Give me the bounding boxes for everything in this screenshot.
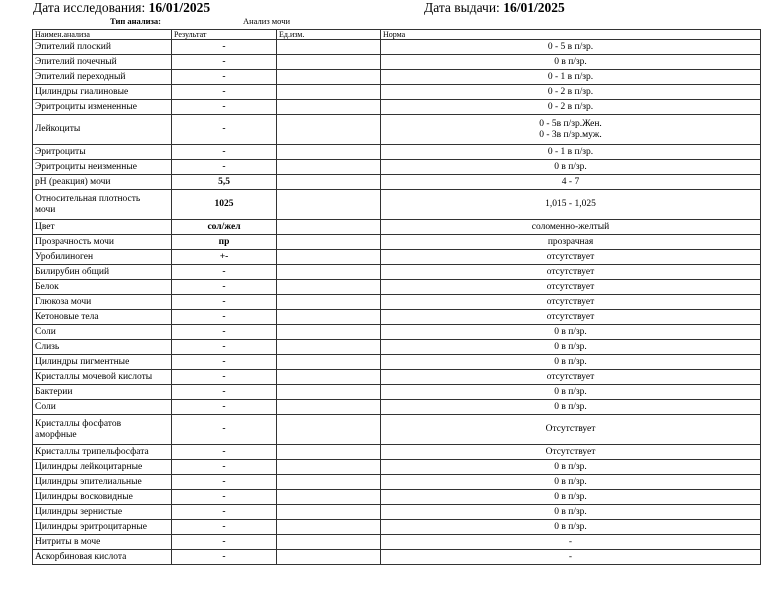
cell-result-text: - (222, 296, 226, 307)
cell-norm (381, 490, 761, 505)
cell-unit (277, 340, 381, 355)
issue-date (424, 0, 565, 15)
issue-date-value: 16/01/2025 (503, 0, 565, 15)
cell-result (172, 55, 277, 70)
study-date (33, 0, 210, 15)
cell-result-text: - (222, 371, 226, 382)
cell-name-text: Эпителий переходный (35, 71, 126, 82)
cell-norm (381, 385, 761, 400)
cell-result (172, 340, 277, 355)
cell-result (172, 490, 277, 505)
table-row (33, 445, 761, 460)
cell-name (33, 340, 172, 355)
table-row (33, 460, 761, 475)
cell-norm-text: 0 - 1 в п/зр. (547, 71, 594, 82)
cell-norm-text: 0 - 3в п/зр.муж. (539, 129, 602, 140)
cell-name-text: pH (реакция) мочи (35, 176, 111, 187)
cell-result (172, 415, 277, 445)
table-row (33, 100, 761, 115)
cell-result (172, 460, 277, 475)
cell-name-text: Эритроциты измененные (35, 101, 137, 112)
cell-name (33, 505, 172, 520)
column-header-norm: Норма (381, 30, 761, 40)
cell-result-text: - (222, 424, 226, 434)
cell-result (172, 550, 277, 565)
cell-name-text: Эпителий плоский (35, 41, 111, 52)
cell-result-text: - (222, 446, 226, 457)
cell-unit (277, 370, 381, 385)
cell-norm-text: отсутствует (546, 371, 595, 382)
cell-name-text: Цилиндры эпителиальные (35, 476, 142, 487)
cell-norm (381, 55, 761, 70)
cell-name-text: Кетоновые тела (35, 311, 99, 322)
cell-result-text: - (222, 56, 226, 67)
cell-result-text: - (222, 476, 226, 487)
cell-result (172, 520, 277, 535)
cell-name-text: Глюкоза мочи (35, 296, 92, 307)
cell-result-text: - (222, 506, 226, 517)
cell-name (33, 355, 172, 370)
cell-name-text: Аскорбиновая кислота (35, 551, 127, 562)
cell-unit (277, 325, 381, 340)
cell-name-text: Кристаллы трипельфосфата (35, 446, 149, 457)
cell-norm-text: 0 в п/зр. (554, 386, 587, 397)
cell-unit (277, 100, 381, 115)
cell-result (172, 235, 277, 250)
cell-name (33, 115, 172, 145)
cell-norm-text: 1,015 - 1,025 (545, 199, 596, 209)
cell-result (172, 250, 277, 265)
cell-result (172, 325, 277, 340)
cell-norm-text: Отсутствует (545, 424, 596, 434)
cell-result-text: - (222, 536, 226, 547)
table-row (33, 40, 761, 55)
cell-name (33, 280, 172, 295)
cell-norm (381, 400, 761, 415)
cell-unit (277, 160, 381, 175)
cell-result-text: - (222, 71, 226, 82)
cell-norm (381, 550, 761, 565)
cell-norm-text: 0 в п/зр. (554, 401, 587, 412)
table-row (33, 280, 761, 295)
cell-name-text: Цилиндры восковидные (35, 491, 133, 502)
cell-norm (381, 460, 761, 475)
table-row (33, 190, 761, 220)
cell-norm-text: 4 - 7 (561, 176, 580, 187)
cell-unit (277, 295, 381, 310)
cell-unit (277, 535, 381, 550)
cell-name-text: Цилиндры зернистые (35, 506, 123, 517)
cell-unit (277, 190, 381, 220)
table-row (33, 370, 761, 385)
results-table (32, 29, 761, 565)
cell-unit (277, 250, 381, 265)
table-row (33, 475, 761, 490)
cell-name-text: Эритроциты неизменные (35, 161, 137, 172)
cell-norm (381, 475, 761, 490)
cell-name-text: мочи (35, 204, 56, 215)
cell-norm (381, 265, 761, 280)
cell-norm-text: 0 - 1 в п/зр. (547, 146, 594, 157)
cell-norm-text: Отсутствует (545, 446, 596, 457)
cell-result (172, 220, 277, 235)
cell-name (33, 85, 172, 100)
cell-norm-text: отсутствует (546, 296, 595, 307)
cell-name (33, 175, 172, 190)
cell-name (33, 190, 172, 220)
cell-name-text: Нитриты в моче (35, 536, 101, 547)
cell-result-text: 5,5 (218, 176, 230, 187)
cell-name (33, 550, 172, 565)
cell-norm (381, 70, 761, 85)
cell-result-text: - (222, 386, 226, 397)
cell-result-text: - (222, 521, 226, 532)
cell-name (33, 145, 172, 160)
cell-unit (277, 550, 381, 565)
cell-norm (381, 250, 761, 265)
cell-name-text: Белок (35, 281, 59, 292)
cell-result-text: пр (218, 236, 230, 247)
cell-result (172, 445, 277, 460)
cell-unit (277, 310, 381, 325)
cell-result-text: - (222, 356, 226, 367)
table-row (33, 235, 761, 250)
column-header-name: Наимен.анализа (33, 30, 172, 40)
cell-name-text: Уробилиноген (35, 251, 94, 262)
cell-result-text: - (222, 551, 226, 562)
table-header-row (33, 30, 761, 40)
cell-name-text: Кристаллы фосфатов (35, 418, 122, 429)
table-row (33, 520, 761, 535)
cell-unit (277, 175, 381, 190)
table-row (33, 310, 761, 325)
cell-result-text: - (222, 326, 226, 337)
cell-norm (381, 340, 761, 355)
cell-result (172, 160, 277, 175)
cell-name-text: Цилиндры эритроцитарные (35, 521, 147, 532)
cell-result (172, 535, 277, 550)
table-row (33, 340, 761, 355)
analysis-type-value: Анализ мочи (243, 16, 291, 26)
cell-name (33, 535, 172, 550)
cell-unit (277, 145, 381, 160)
table-row (33, 265, 761, 280)
table-row (33, 70, 761, 85)
table-row (33, 220, 761, 235)
cell-norm-text: 0 в п/зр. (554, 506, 587, 517)
cell-unit (277, 70, 381, 85)
cell-name-text: Лейкоциты (35, 124, 81, 134)
cell-name (33, 415, 172, 445)
cell-result-text: +- (219, 251, 229, 262)
cell-result-text: - (222, 461, 226, 472)
cell-result-text: - (222, 281, 226, 292)
cell-norm-text: 0 в п/зр. (554, 521, 587, 532)
issue-date-label: Дата выдачи: (424, 0, 500, 15)
cell-result (172, 115, 277, 145)
cell-result-text: - (222, 491, 226, 502)
cell-norm-text: 0 - 2 в п/зр. (547, 101, 594, 112)
table-row (33, 55, 761, 70)
cell-name (33, 40, 172, 55)
table-row (33, 505, 761, 520)
cell-norm-text: 0 в п/зр. (554, 356, 587, 367)
cell-unit (277, 265, 381, 280)
cell-norm-text: отсутствует (546, 281, 595, 292)
cell-name-text: Эпителий почечный (35, 56, 117, 67)
cell-result-text: - (222, 124, 226, 134)
table-row (33, 115, 761, 145)
cell-name (33, 235, 172, 250)
cell-name-text: Цилиндры пигментные (35, 356, 130, 367)
cell-name-text: аморфные (35, 429, 77, 440)
cell-norm-text: 0 в п/зр. (554, 326, 587, 337)
table-row (33, 400, 761, 415)
cell-result-text: - (222, 41, 226, 52)
cell-norm (381, 220, 761, 235)
cell-name (33, 370, 172, 385)
cell-unit (277, 355, 381, 370)
cell-result (172, 70, 277, 85)
cell-norm-text: 0 в п/зр. (554, 56, 587, 67)
study-date-value: 16/01/2025 (148, 0, 211, 15)
cell-norm-text: - (568, 536, 573, 547)
cell-norm (381, 355, 761, 370)
cell-norm-text: 0 - 2 в п/зр. (547, 86, 594, 97)
cell-result-text: 1025 (214, 199, 234, 209)
column-header-result: Результат (172, 30, 277, 40)
cell-name-text: Цвет (35, 221, 55, 232)
table-row (33, 550, 761, 565)
cell-result (172, 100, 277, 115)
cell-name (33, 385, 172, 400)
cell-norm-text: 0 в п/зр. (554, 476, 587, 487)
cell-unit (277, 505, 381, 520)
cell-norm-text: 0 в п/зр. (554, 161, 587, 172)
cell-unit (277, 460, 381, 475)
cell-unit (277, 220, 381, 235)
cell-norm (381, 445, 761, 460)
table-row (33, 160, 761, 175)
cell-norm-text: - (568, 551, 573, 562)
table-row (33, 175, 761, 190)
cell-result (172, 370, 277, 385)
cell-norm-text: 0 в п/зр. (554, 341, 587, 352)
cell-unit (277, 235, 381, 250)
table-row (33, 325, 761, 340)
cell-result-text: - (222, 311, 226, 322)
cell-name (33, 310, 172, 325)
cell-name-text: Цилиндры гиалиновые (35, 86, 129, 97)
cell-unit (277, 445, 381, 460)
cell-unit (277, 520, 381, 535)
cell-norm (381, 415, 761, 445)
cell-unit (277, 85, 381, 100)
cell-result (172, 355, 277, 370)
cell-result (172, 265, 277, 280)
cell-unit (277, 40, 381, 55)
cell-norm-text: 0 - 5в п/зр.Жен. (539, 118, 602, 129)
cell-result (172, 400, 277, 415)
cell-name (33, 445, 172, 460)
cell-norm-text: 0 - 5 в п/зр. (547, 41, 594, 52)
cell-unit (277, 385, 381, 400)
cell-result-text: - (222, 161, 226, 172)
cell-result-text: - (222, 101, 226, 112)
cell-name-text: Относительная плотность (35, 193, 141, 204)
cell-name-text: Соли (35, 401, 56, 412)
cell-name (33, 160, 172, 175)
cell-name (33, 490, 172, 505)
cell-result (172, 385, 277, 400)
cell-name (33, 250, 172, 265)
cell-name-text: Кристаллы мочевой кислоты (35, 371, 153, 382)
table-row (33, 490, 761, 505)
cell-result (172, 85, 277, 100)
cell-norm-text: прозрачная (547, 236, 594, 247)
cell-result-text: - (222, 86, 226, 97)
cell-name (33, 220, 172, 235)
cell-norm (381, 370, 761, 385)
table-row (33, 355, 761, 370)
cell-norm (381, 160, 761, 175)
cell-unit (277, 475, 381, 490)
cell-result-text: сол/жел (207, 221, 241, 232)
cell-unit (277, 415, 381, 445)
cell-name-text: Соли (35, 326, 56, 337)
cell-result-text: - (222, 401, 226, 412)
cell-unit (277, 280, 381, 295)
cell-norm (381, 535, 761, 550)
cell-name (33, 55, 172, 70)
cell-norm-text: 0 в п/зр. (554, 461, 587, 472)
cell-unit (277, 490, 381, 505)
cell-norm (381, 145, 761, 160)
study-date-label: Дата исследования: (33, 0, 146, 15)
cell-norm (381, 295, 761, 310)
cell-norm (381, 190, 761, 220)
column-header-unit: Ед.изм. (277, 30, 381, 40)
cell-norm-text: отсутствует (546, 251, 595, 262)
cell-result (172, 310, 277, 325)
cell-norm (381, 100, 761, 115)
table-row (33, 145, 761, 160)
table-row (33, 535, 761, 550)
cell-name (33, 295, 172, 310)
cell-result-text: - (222, 266, 226, 277)
cell-result-text: - (222, 341, 226, 352)
cell-norm-text: отсутствует (546, 311, 595, 322)
cell-name (33, 325, 172, 340)
cell-norm (381, 310, 761, 325)
cell-result (172, 505, 277, 520)
cell-result (172, 190, 277, 220)
analysis-type-label: Тип анализа: (110, 16, 162, 26)
cell-name (33, 265, 172, 280)
table-row (33, 250, 761, 265)
cell-result (172, 280, 277, 295)
table-row (33, 385, 761, 400)
cell-name-text: Бактерии (35, 386, 73, 397)
cell-norm (381, 40, 761, 55)
cell-result (172, 475, 277, 490)
cell-unit (277, 55, 381, 70)
cell-name (33, 520, 172, 535)
cell-norm (381, 235, 761, 250)
cell-name-text: Билирубин общий (35, 266, 110, 277)
cell-name (33, 70, 172, 85)
cell-name (33, 475, 172, 490)
cell-norm-text: отсутствует (546, 266, 595, 277)
cell-norm (381, 85, 761, 100)
cell-name-text: Цилиндры лейкоцитарные (35, 461, 143, 472)
table-row (33, 415, 761, 445)
cell-norm (381, 175, 761, 190)
cell-result (172, 175, 277, 190)
cell-result (172, 145, 277, 160)
cell-norm-text: 0 в п/зр. (554, 491, 587, 502)
cell-name-text: Эритроциты (35, 146, 86, 157)
cell-unit (277, 115, 381, 145)
cell-name (33, 460, 172, 475)
cell-result (172, 295, 277, 310)
cell-norm (381, 115, 761, 145)
cell-norm-text: соломенно-желтый (531, 221, 610, 232)
table-row (33, 85, 761, 100)
cell-norm (381, 280, 761, 295)
cell-unit (277, 400, 381, 415)
cell-norm (381, 520, 761, 535)
cell-name (33, 100, 172, 115)
table-row (33, 295, 761, 310)
cell-name (33, 400, 172, 415)
cell-norm (381, 325, 761, 340)
cell-name-text: Слизь (35, 341, 60, 352)
cell-norm (381, 505, 761, 520)
cell-result-text: - (222, 146, 226, 157)
cell-result (172, 40, 277, 55)
cell-name-text: Прозрачность мочи (35, 236, 115, 247)
